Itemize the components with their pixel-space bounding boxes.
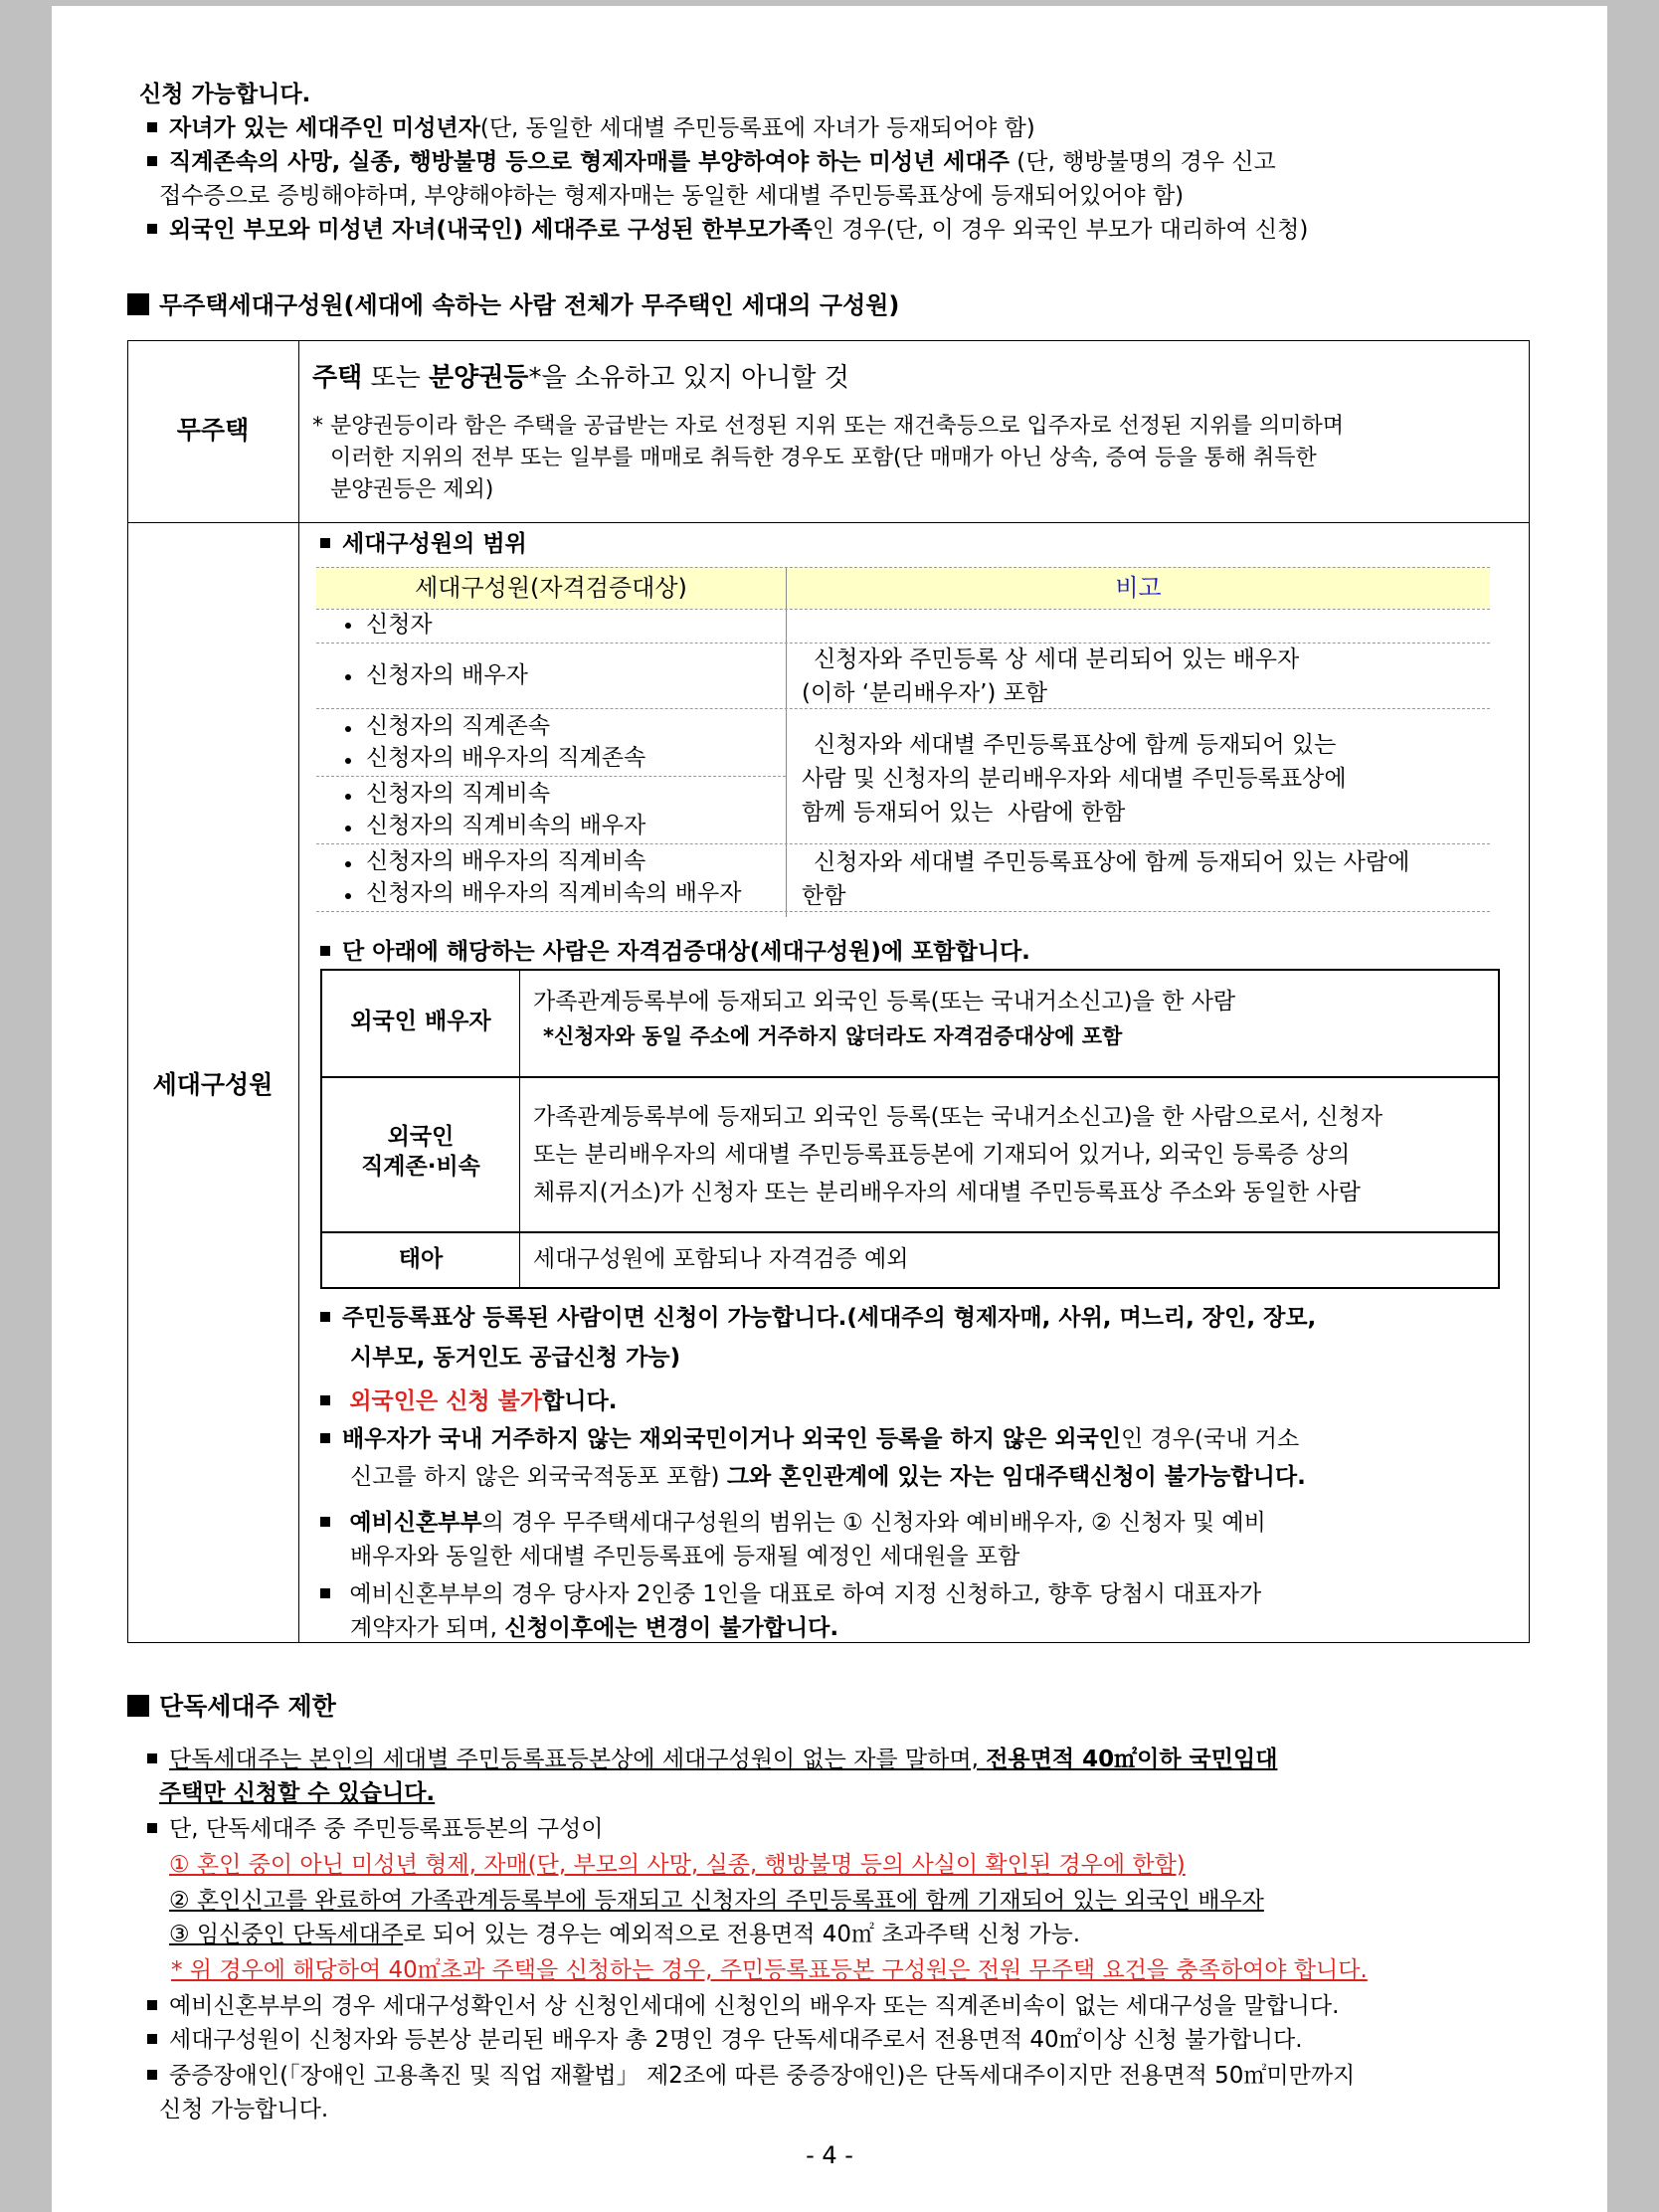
inclusion-label-foreign-family-1: 외국인: [387, 1124, 455, 1150]
square-heading-icon: [127, 293, 149, 315]
homeless-note-line2: 이러한 지위의 전부 또는 일부를 매매로 취득한 경우도 포함(단 매매가 아닌 상속, 증여 등을 통해 취득한: [330, 446, 1317, 470]
note-foreigner: 외국인은 신청 불가합니다.: [320, 1384, 617, 1418]
inclusion-label-foreign-family-2: 직계존·비속: [361, 1154, 480, 1180]
single-head-exception-intro: 단, 단독세대주 중 주민등록표등본의 구성이: [147, 1812, 603, 1846]
inclusion-label-foreign-spouse: 외국인 배우자: [350, 1009, 491, 1034]
bullet-dot-icon: [345, 826, 351, 831]
row-label-household-member: 세대구성원: [152, 1070, 274, 1099]
note-engaged-2: 배우자와 동일한 세대별 주민등록표에 등재될 예정인 세대원을 포함: [350, 1544, 1020, 1569]
inclusion-box-divider: [320, 1231, 1500, 1233]
single-head-rule-disabled: 중증장애인(「장애인 고용촉진 및 직업 재활법」 제2조에 따른 중증장애인)은 단독세대주이지만 전용면적 50㎡미만까지: [147, 2059, 1355, 2093]
inner-header-remarks: 비고: [1115, 574, 1162, 602]
inner-row-spouse-descendant: 신청자의 배우자의 직계비속: [366, 848, 646, 874]
row-label-homeless: 무주택: [176, 416, 250, 445]
inclusion-box-right: [1498, 969, 1500, 1289]
single-head-exception-note: * 위 경우에 해당하여 40㎡초과 주택을 신청하는 경우, 주민등록표등본 구성원은 전원 무주택 요건을 충족하여야 합니다.: [171, 1957, 1368, 1983]
section-title-homeless: 무주택세대구성원(세대에 속하는 사람 전체가 무주택인 세대의 구성원): [127, 288, 899, 322]
bullet-dot-icon: [345, 674, 351, 680]
bullet-dot-icon: [345, 794, 351, 800]
continuation-line: 신청 가능합니다.: [139, 82, 311, 107]
inclusion-text-foreign-spouse-1: 가족관계등록부에 등재되고 외국인 등록(또는 국내거소신고)을 한 사람: [533, 989, 1236, 1014]
note-engaged-1: 예비신혼부부의 경우 무주택세대구성원의 범위는 ① 신청자와 예비배우자, ② 신청자 및 예비: [320, 1506, 1266, 1540]
table-border-left: [127, 340, 128, 1643]
inclusion-text-foreign-family-1: 가족관계등록부에 등재되고 외국인 등록(또는 국내거소신고)을 한 사람으로서, 신청자: [533, 1104, 1383, 1130]
square-bullet-icon: [147, 122, 157, 132]
inner-row-spouse: 신청자의 배우자: [366, 662, 528, 688]
square-heading-icon: [127, 1695, 149, 1717]
inner-line: [316, 843, 1490, 844]
table-border-top: [127, 340, 1530, 341]
square-bullet-icon: [320, 1312, 330, 1322]
homeless-note-line1: * 분양권등이라 함은 주택을 공급받는 자로 선정된 지위 또는 재건축등으로 입주자로 선정된 지위를 의미하며: [312, 414, 1345, 439]
single-head-exception-2: ② 혼인신고를 완료하여 가족관계등록부에 등재되고 신청자의 주민등록표에 함께 기재되어 있는 외국인 배우자: [169, 1888, 1264, 1914]
inclusion-box-divider: [320, 1076, 1500, 1078]
inclusion-title: 단 아래에 해당하는 사람은 자격검증대상(세대구성원)에 포함합니다.: [320, 935, 1030, 969]
square-bullet-icon: [320, 1517, 330, 1527]
inner-note-spouse-1: 신청자와 주민등록 상 세대 분리되어 있는 배우자: [814, 646, 1300, 672]
square-bullet-icon: [147, 1823, 157, 1833]
inclusion-text-foreign-family-2: 또는 분리배우자의 세대별 주민등록표등본에 기재되어 있거나, 외국인 등록증 상의: [533, 1142, 1351, 1168]
top-bullet-3: 외국인 부모와 미성년 자녀(내국인) 세대주로 구성된 한부모가족인 경우(단, 이 경우 외국인 부모가 대리하여 신청): [147, 213, 1308, 247]
bullet-dot-icon: [345, 893, 351, 899]
square-bullet-icon: [147, 2034, 157, 2044]
single-head-rule-1-cont: 주택만 신청할 수 있습니다.: [159, 1780, 436, 1806]
inner-note-family-2: 사람 및 신청자의 분리배우자와 세대별 주민등록표상에: [802, 766, 1347, 792]
square-bullet-icon: [320, 1433, 330, 1443]
inclusion-box-bottom: [320, 1287, 1500, 1289]
single-head-rule-disabled-cont: 신청 가능합니다.: [159, 2097, 329, 2122]
single-head-rule-engaged: 예비신혼부부의 경우 세대구성확인서 상 신청인세대에 신청인의 배우자 또는 직계존비속이 없는 세대구성을 말합니다.: [147, 1989, 1339, 2023]
inner-note-spouse-desc-1: 신청자와 세대별 주민등록표상에 함께 등재되어 있는 사람에: [814, 849, 1410, 875]
top-bullet-2-cont: 접수증으로 증빙해야하며, 부양해야하는 형제자매는 동일한 세대별 주민등록표상에 등재되어있어야 함): [159, 183, 1185, 209]
note-spouse-abroad-1: 배우자가 국내 거주하지 않는 재외국민이거나 외국인 등록을 하지 않은 외국인인 경우(국내 거소: [320, 1422, 1299, 1456]
inclusion-box-top: [320, 969, 1500, 971]
inner-line: [316, 776, 786, 777]
inner-line: [316, 911, 1490, 912]
bullet-dot-icon: [345, 758, 351, 764]
bullet-dot-icon: [345, 861, 351, 867]
bullet-dot-icon: [345, 726, 351, 732]
inner-header-members: 세대구성원(자격검증대상): [415, 574, 687, 602]
homeless-note-line3: 분양권등은 제외): [330, 477, 494, 502]
note-spouse-abroad-2: 신고를 하지 않은 외국국적동포 포함) 그와 혼인관계에 있는 자는 임대주택신청이 불가능합니다.: [350, 1464, 1306, 1490]
table-border-right: [1529, 340, 1530, 1643]
inclusion-text-foreign-spouse-2: *신청자와 동일 주소에 거주하지 않더라도 자격검증대상에 포함: [543, 1024, 1123, 1048]
inner-line: [316, 567, 1490, 568]
inner-row-spouse-ascendant: 신청자의 배우자의 직계존속: [366, 745, 646, 771]
inner-note-family-1: 신청자와 세대별 주민등록표상에 함께 등재되어 있는: [814, 732, 1337, 758]
square-bullet-icon: [147, 2070, 157, 2080]
square-bullet-icon: [320, 1588, 330, 1598]
single-head-exception-3: ③ 임신중인 단독세대주로 되어 있는 경우는 예외적으로 전용면적 40㎡ 초과주택 신청 가능.: [169, 1922, 1081, 1947]
inclusion-text-foreign-family-3: 체류지(거소)가 신청자 또는 분리배우자의 세대별 주민등록표상 주소와 동일한 사람: [533, 1180, 1361, 1205]
note-representative-2: 계약자가 되며, 신청이후에는 변경이 불가합니다.: [350, 1615, 839, 1641]
inclusion-label-fetus: 태아: [398, 1246, 444, 1272]
page-number: - 4 -: [806, 2141, 853, 2169]
single-head-exception-1: ① 혼인 중이 아닌 미성년 형제, 자매(단, 부모의 사망, 실종, 행방불명 등의 사실이 확인된 경우에 한함): [169, 1852, 1186, 1878]
single-head-rule-1: 단독세대주는 본인의 세대별 주민등록표등본상에 세대구성원이 없는 자를 말하며, 전용면적 40㎡이하 국민임대: [147, 1743, 1277, 1776]
inner-row-spouse-descendant-spouse: 신청자의 배우자의 직계비속의 배우자: [366, 880, 742, 906]
inner-row-ascendant: 신청자의 직계존속: [366, 713, 551, 739]
square-bullet-icon: [320, 946, 330, 956]
top-bullet-1: 자녀가 있는 세대주인 미성년자(단, 동일한 세대별 주민등록표에 자녀가 등재되어야 함): [147, 111, 1599, 145]
inner-line: [316, 609, 1490, 610]
inner-row-descendant: 신청자의 직계비속: [366, 781, 551, 807]
note-registered-1: 주민등록표상 등록된 사람이면 신청이 가능합니다.(세대주의 형제자매, 사위, 며느리, 장인, 장모,: [320, 1301, 1316, 1335]
inner-note-family-3: 함께 등재되어 있는 사람에 한함: [802, 800, 1126, 826]
square-bullet-icon: [147, 2000, 157, 2010]
note-representative-1: 예비신혼부부의 경우 당사자 2인중 1인을 대표로 하여 지정 신청하고, 향후 당첨시 대표자가: [320, 1577, 1261, 1611]
inclusion-text-fetus: 세대구성원에 포함되나 자격검증 예외: [533, 1246, 909, 1272]
section-title-single-head: 단독세대주 제한: [127, 1689, 336, 1725]
homeless-condition: 주택 또는 분양권등*을 소유하고 있지 아니할 것: [312, 363, 849, 393]
inclusion-box-col: [519, 969, 520, 1289]
bullet-dot-icon: [345, 623, 351, 629]
square-bullet-icon: [147, 156, 157, 166]
table-col-divider: [298, 340, 299, 1643]
single-head-rule-split-spouse: 세대구성원이 신청자와 등본상 분리된 배우자 총 2명인 경우 단독세대주로서 전용면적 40㎡이상 신청 불가합니다.: [147, 2023, 1303, 2057]
note-registered-2: 시부모, 동거인도 공급신청 가능): [350, 1345, 681, 1371]
square-bullet-icon: [320, 1395, 330, 1405]
square-bullet-icon: [320, 538, 330, 548]
inner-row-applicant: 신청자: [366, 612, 433, 638]
table-row-divider: [127, 522, 1530, 523]
inner-note-spouse-desc-2: 한함: [802, 883, 846, 909]
scope-title: 세대구성원의 범위: [320, 527, 527, 561]
square-bullet-icon: [147, 224, 157, 234]
square-bullet-icon: [147, 1753, 157, 1763]
inner-note-spouse-2: (이하 ‘분리배우자’) 포함: [802, 680, 1048, 706]
inner-row-descendant-spouse: 신청자의 직계비속의 배우자: [366, 813, 646, 838]
document-page: [52, 6, 1607, 2212]
top-bullet-2: 직계존속의 사망, 실종, 행방불명 등으로 형제자매를 부양하여야 하는 미성년 세대주 (단, 행방불명의 경우 신고: [147, 145, 1589, 179]
inner-col-divider: [786, 567, 787, 917]
